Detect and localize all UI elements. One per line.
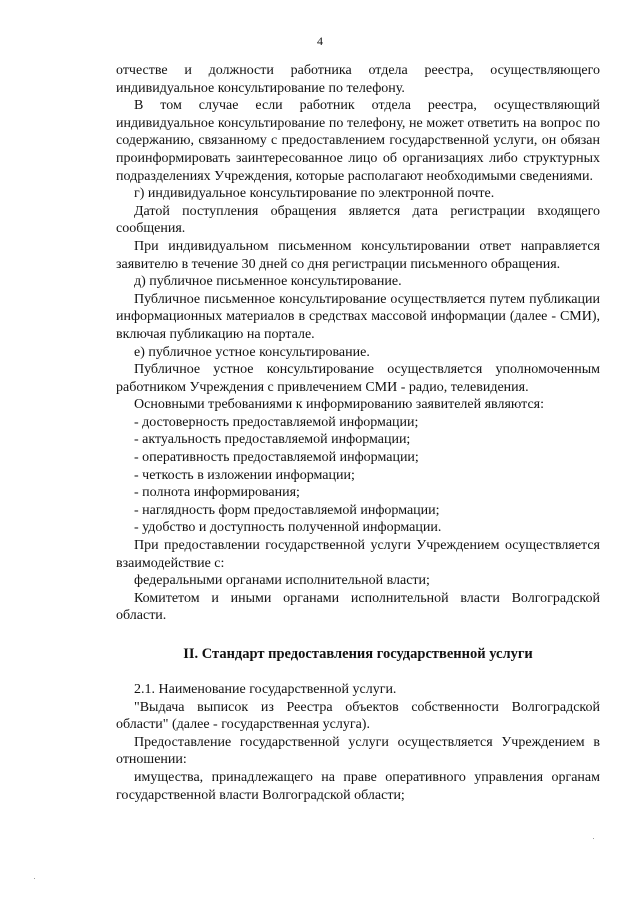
paragraph: В том случае если работник отдела реестра, осуществляющий индивидуальное консультирование по телефону, не может ответить на вопрос по содержанию, связанному с предоставлением государственной услуги, он обязан проинформировать заинтересованное лицо об организациях либо структурных подразделениях Учреждения, которые располагают необходимыми сведениями.: [116, 98, 600, 184]
paragraph: Комитетом и иными органами исполнительной власти Волгоградской области.: [116, 590, 600, 624]
paragraph: е) публичное устное консультирование.: [134, 344, 370, 360]
scan-speck: [34, 878, 35, 879]
paragraph: Датой поступления обращения является дата регистрации входящего сообщения.: [116, 203, 600, 237]
list-item: - полнота информирования;: [134, 485, 300, 501]
list-item: - достоверность предоставляемой информации;: [134, 414, 419, 430]
list-item: - удобство и доступность полученной информации.: [134, 520, 442, 536]
paragraph: При индивидуальном письменном консультировании ответ направляется заявителю в течение 30 дней со дня регистрации письменного обращения.: [116, 238, 600, 272]
paragraph: 2.1. Наименование государственной услуги.: [134, 682, 397, 697]
scan-speck: [593, 838, 594, 839]
paragraph: федеральными органами исполнительной власти;: [134, 573, 430, 589]
intro-text-block: [116, 62, 600, 625]
paragraph: При предоставлении государственной услуги Учреждением осуществляется взаимодействие с:: [116, 538, 600, 571]
list-item: - наглядность форм предоставляемой информации;: [134, 502, 440, 518]
paragraph: Публичное письменное консультирование осуществляется путем публикации информационных материалов в средствах массовой информации (далее - СМИ), включая публикацию на портале.: [116, 291, 600, 342]
paragraph: "Выдача выписок из Реестра объектов собственности Волгоградской области" (далее - государственная услуга).: [116, 699, 600, 733]
paragraph: д) публичное письменное консультирование.: [134, 274, 402, 290]
list-item: - четкость в изложении информации;: [134, 467, 355, 483]
document-body: [116, 62, 600, 804]
section-text-block: [116, 681, 600, 804]
paragraph: г) индивидуальное консультирование по электронной почте.: [134, 186, 495, 202]
spacer: [116, 625, 600, 645]
paragraph: Основными требованиями к информированию заявителей являются:: [134, 397, 545, 413]
paragraph: имущества, принадлежащего на праве оперативного управления органам государственной власти Волгоградской области;: [116, 769, 600, 803]
paragraph: отчестве и должности работника отдела реестра, осуществляющего индивидуальное консультирование по телефону.: [116, 63, 600, 96]
list-item: - актуальность предоставляемой информации;: [134, 432, 411, 448]
section-heading: II. Стандарт предоставления государственной услуги: [183, 646, 533, 662]
paragraph: Публичное устное консультирование осуществляется уполномоченным работником Учреждения с привлечением СМИ - радио, телевидения.: [116, 362, 600, 395]
spacer: [116, 663, 600, 681]
list-item: - оперативность предоставляемой информации;: [134, 450, 419, 466]
page-number: 4: [317, 34, 323, 48]
paragraph: Предоставление государственной услуги осуществляется Учреждением в отношении:: [116, 734, 600, 768]
